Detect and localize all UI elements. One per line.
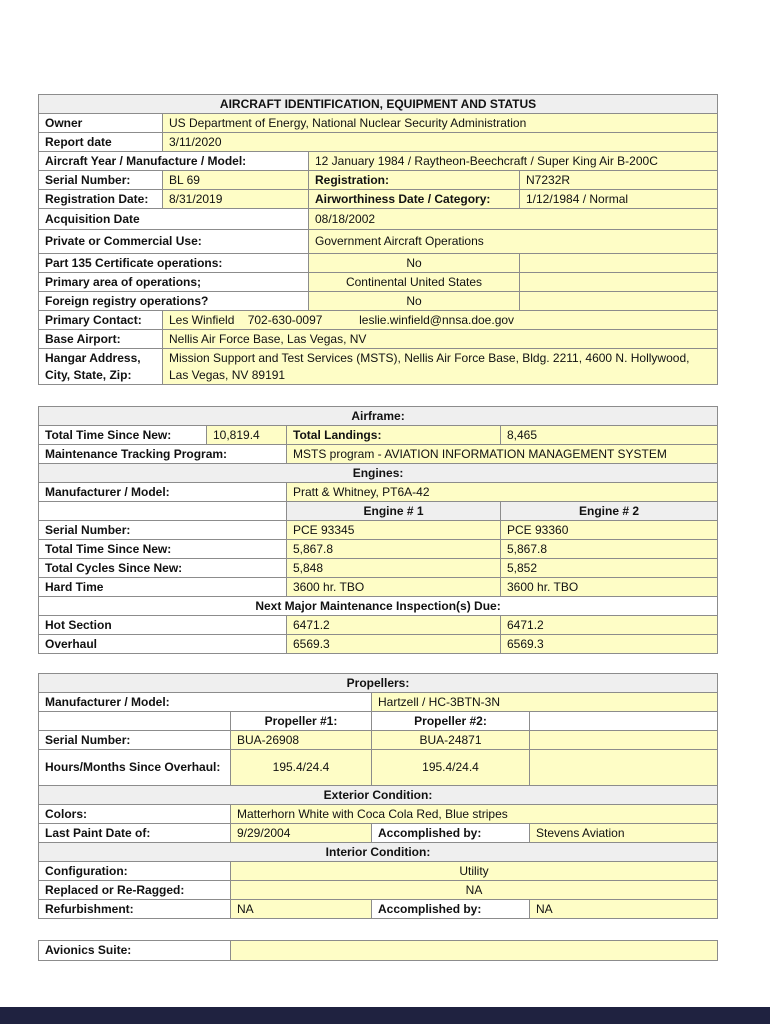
foreign-registry-value: No <box>309 292 520 311</box>
propeller1-serial: BUA-26908 <box>231 731 372 750</box>
engine-cycles-label: Total Cycles Since New: <box>39 559 287 578</box>
airframe-tsn-value: 10,819.4 <box>207 426 287 445</box>
use-label: Private or Commercial Use: <box>39 230 309 254</box>
landings-cell <box>287 426 501 445</box>
engine2-serial: PCE 93360 <box>501 521 718 540</box>
landings-value: 8,465 <box>501 426 718 445</box>
engine2-tsn: 5,867.8 <box>501 540 718 559</box>
refurbishment-accomplished-label: Accomplished by: <box>372 900 530 919</box>
airworthiness-label: Airworthiness Date / Category: <box>309 190 520 209</box>
hangar-address-value: Mission Support and Test Services (MSTS), Nellis Air Force Base, Bldg. 2211, 4600 N. Hollywood, Las Vegas, NV 89191 <box>163 349 718 385</box>
refurbishment-label: Refurbishment: <box>39 900 231 919</box>
registration-label: Registration: <box>309 171 520 190</box>
owner-label: Owner <box>39 114 163 133</box>
engine2-hot-section: 6471.2 <box>501 616 718 635</box>
replaced-value: NA <box>231 881 718 900</box>
propeller-header-blank <box>39 712 231 731</box>
propeller-serial-extra <box>530 731 718 750</box>
propeller-serial-label: Serial Number: <box>39 731 231 750</box>
engine1-hot-section: 6471.2 <box>287 616 501 635</box>
engine1-header: Engine # 1 <box>287 502 501 521</box>
propeller2-header: Propeller #2: <box>372 712 530 731</box>
engine1-serial: PCE 93345 <box>287 521 501 540</box>
engine1-cycles: 5,848 <box>287 559 501 578</box>
propeller-hours-extra <box>530 750 718 786</box>
part135-label: Part 135 Certificate operations: <box>39 254 309 273</box>
primary-area-value: Continental United States <box>309 273 520 292</box>
part135-value: No <box>309 254 520 273</box>
part135-extra <box>520 254 718 273</box>
avionics-table <box>38 940 718 961</box>
maintenance-program-value: MSTS program - AVIATION INFORMATION MANAGEMENT SYSTEM <box>287 445 718 464</box>
propeller2-hours: 195.4/24.4 <box>372 750 530 786</box>
airframe-engines-table <box>38 406 718 654</box>
engines-title: Engines: <box>39 464 718 483</box>
propeller1-header: Propeller #1: <box>231 712 372 731</box>
refurbishment-value: NA <box>231 900 372 919</box>
section-title: AIRCRAFT IDENTIFICATION, EQUIPMENT AND STATUS <box>39 95 718 114</box>
base-airport-label: Base Airport: <box>39 330 163 349</box>
paint-accomplished-label: Accomplished by: <box>372 824 530 843</box>
engine-header-blank <box>39 502 287 521</box>
engine-manufacturer-value: Pratt & Whitney, PT6A-42 <box>287 483 718 502</box>
engine1-tsn: 5,867.8 <box>287 540 501 559</box>
engine-tsn-label: Total Time Since New: <box>39 540 287 559</box>
last-paint-label: Last Paint Date of: <box>39 824 231 843</box>
propeller-manufacturer-value: Hartzell / HC-3BTN-3N <box>372 693 718 712</box>
aircraft-identification-table <box>38 94 718 385</box>
engine1-hard-time: 3600 hr. TBO <box>287 578 501 597</box>
footer-bar <box>0 1007 770 1024</box>
refurbishment-accomplished-value: NA <box>530 900 718 919</box>
airframe-title: Airframe: <box>39 407 718 426</box>
primary-contact-value: Les Winfield 702-630-0097 leslie.winfield@nnsa.doe.gov <box>163 311 718 330</box>
propeller2-serial: BUA-24871 <box>372 731 530 750</box>
engine2-hard-time: 3600 hr. TBO <box>501 578 718 597</box>
report-date-label: Report date <box>39 133 163 152</box>
propeller-header-extra <box>530 712 718 731</box>
configuration-value: Utility <box>231 862 718 881</box>
airframe-tsn-label: Total Time Since New: <box>39 426 207 445</box>
avionics-value <box>231 941 718 961</box>
colors-label: Colors: <box>39 805 231 824</box>
aircraft-year-label: Aircraft Year / Manufacture / Model: <box>39 152 309 171</box>
propeller1-hours: 195.4/24.4 <box>231 750 372 786</box>
airworthiness-value: 1/12/1984 / Normal <box>520 190 718 209</box>
propeller-manufacturer-label: Manufacturer / Model: <box>39 693 372 712</box>
registration-value: N7232R <box>520 171 718 190</box>
engine-serial-label: Serial Number: <box>39 521 287 540</box>
exterior-condition-title: Exterior Condition: <box>39 786 718 805</box>
paint-accomplished-value: Stevens Aviation <box>530 824 718 843</box>
registration-date-label: Registration Date: <box>39 190 163 209</box>
acquisition-date-value: 08/18/2002 <box>309 209 718 230</box>
interior-condition-title: Interior Condition: <box>39 843 718 862</box>
report-date-value: 3/11/2020 <box>163 133 718 152</box>
base-airport-value: Nellis Air Force Base, Las Vegas, NV <box>163 330 718 349</box>
replaced-label: Replaced or Re-Ragged: <box>39 881 231 900</box>
serial-number-value: BL 69 <box>163 171 309 190</box>
primary-area-label: Primary area of operations; <box>39 273 309 292</box>
landings-label: Total Landings: <box>293 427 382 442</box>
serial-number-label: Serial Number: <box>39 171 163 190</box>
hangar-address-label: Hangar Address, City, State, Zip: <box>39 349 163 385</box>
owner-value: US Department of Energy, National Nuclear Security Administration <box>163 114 718 133</box>
engine-manufacturer-label: Manufacturer / Model: <box>39 483 287 502</box>
foreign-registry-label: Foreign registry operations? <box>39 292 309 311</box>
acquisition-date-label: Acquisition Date <box>39 209 309 230</box>
colors-value: Matterhorn White with Coca Cola Red, Blue stripes <box>231 805 718 824</box>
propellers-title: Propellers: <box>39 674 718 693</box>
engine2-overhaul: 6569.3 <box>501 635 718 654</box>
primary-contact-label: Primary Contact: <box>39 311 163 330</box>
configuration-label: Configuration: <box>39 862 231 881</box>
engine2-header: Engine # 2 <box>501 502 718 521</box>
hard-time-label: Hard Time <box>39 578 287 597</box>
foreign-registry-extra <box>520 292 718 311</box>
propellers-condition-table <box>38 673 718 919</box>
overhaul-label: Overhaul <box>39 635 287 654</box>
engine2-cycles: 5,852 <box>501 559 718 578</box>
avionics-label: Avionics Suite: <box>39 941 231 961</box>
propeller-hours-label: Hours/Months Since Overhaul: <box>39 750 231 786</box>
engine1-overhaul: 6569.3 <box>287 635 501 654</box>
primary-area-extra <box>520 273 718 292</box>
hot-section-label: Hot Section <box>39 616 287 635</box>
maintenance-program-label: Maintenance Tracking Program: <box>39 445 287 464</box>
last-paint-value: 9/29/2004 <box>231 824 372 843</box>
next-maintenance-title: Next Major Maintenance Inspection(s) Due: <box>39 597 718 616</box>
aircraft-year-value: 12 January 1984 / Raytheon-Beechcraft / Super King Air B-200C <box>309 152 718 171</box>
use-value: Government Aircraft Operations <box>309 230 718 254</box>
registration-date-value: 8/31/2019 <box>163 190 309 209</box>
